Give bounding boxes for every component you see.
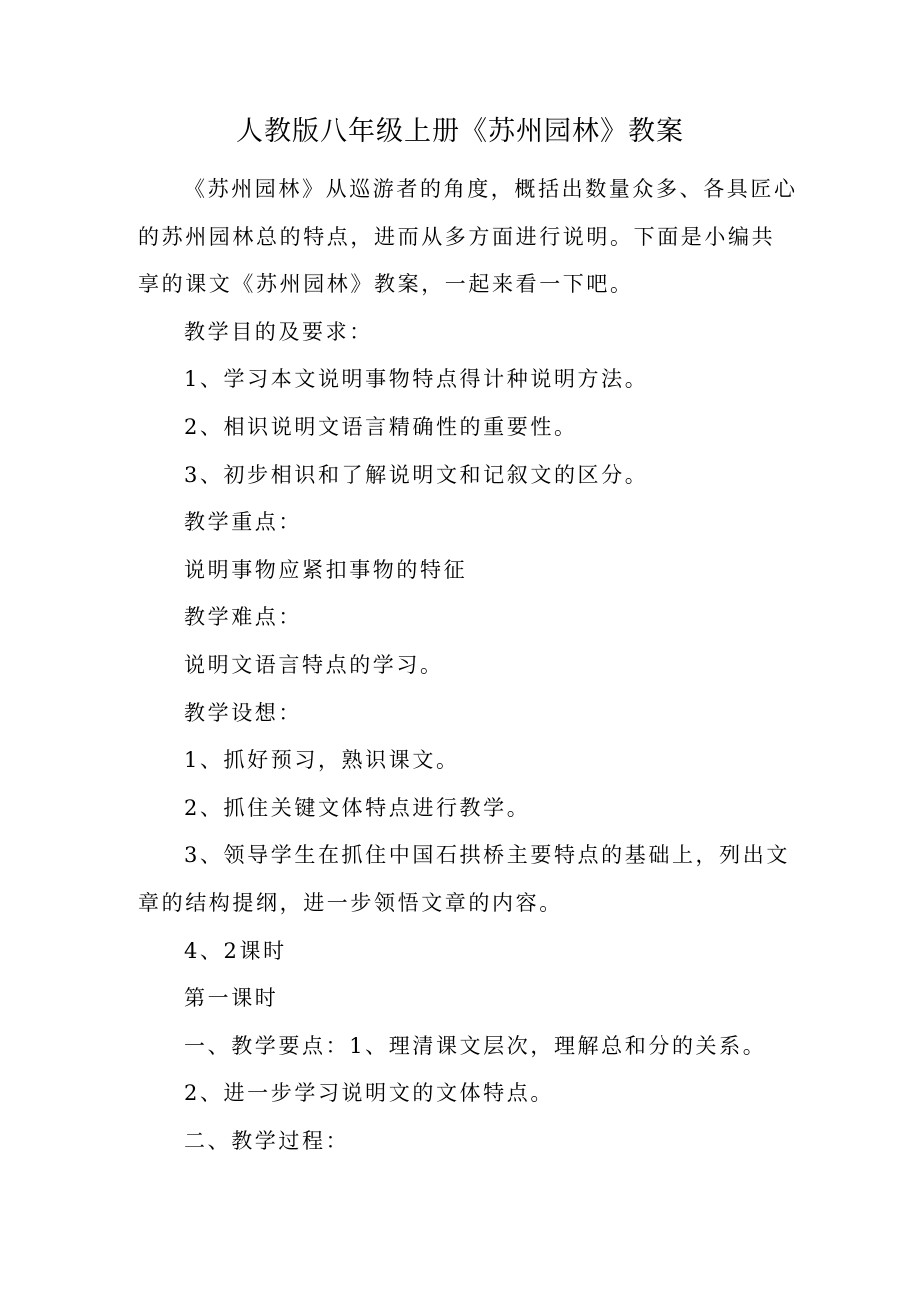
section-teaching-points: 一、教学要点：1、理清课文层次，理解总和分的关系。 bbox=[184, 1033, 767, 1058]
section-heading-goals: 教学目的及要求： bbox=[184, 319, 373, 344]
section-heading-plan: 教学设想： bbox=[184, 700, 302, 725]
lesson-heading-first: 第一课时 bbox=[184, 986, 279, 1011]
section-heading-difficulties: 教学难点： bbox=[184, 605, 302, 630]
plan-item-2: 2、抓住关键文体特点进行教学。 bbox=[184, 795, 531, 820]
document-title: 人教版八年级上册《苏州园林》教案 bbox=[236, 116, 684, 147]
goal-item-1: 1、学习本文说明事物特点得计种说明方法。 bbox=[184, 367, 649, 392]
plan-item-4: 4、2课时 bbox=[184, 938, 287, 963]
section-heading-key-points: 教学重点： bbox=[184, 510, 302, 535]
goal-item-3: 3、初步相识和了解说明文和记叙文的区分。 bbox=[184, 462, 649, 487]
document-body bbox=[138, 166, 798, 1165]
section-teaching-process: 二、教学过程： bbox=[184, 1128, 350, 1153]
key-point-text: 说明事物应紧扣事物的特征 bbox=[184, 557, 468, 582]
teaching-point-2: 2、进一步学习说明文的文体特点。 bbox=[184, 1081, 554, 1106]
goal-item-2: 2、相识说明文语言精确性的重要性。 bbox=[184, 414, 578, 439]
plan-item-3: 3、领导学生在抓住中国石拱桥主要特点的基础上，列出文章的结构提纲，进一步领悟文章的内容。 bbox=[138, 843, 790, 915]
plan-item-1: 1、抓好预习，熟识课文。 bbox=[184, 748, 460, 773]
difficulty-text: 说明文语言特点的学习。 bbox=[184, 652, 444, 677]
intro-paragraph: 《苏州园林》从巡游者的角度，概括出数量众多、各具匠心的苏州园林总的特点，进而从多方面进行说明。下面是小编共享的课文《苏州园林》教案，一起来看一下吧。 bbox=[138, 177, 798, 297]
